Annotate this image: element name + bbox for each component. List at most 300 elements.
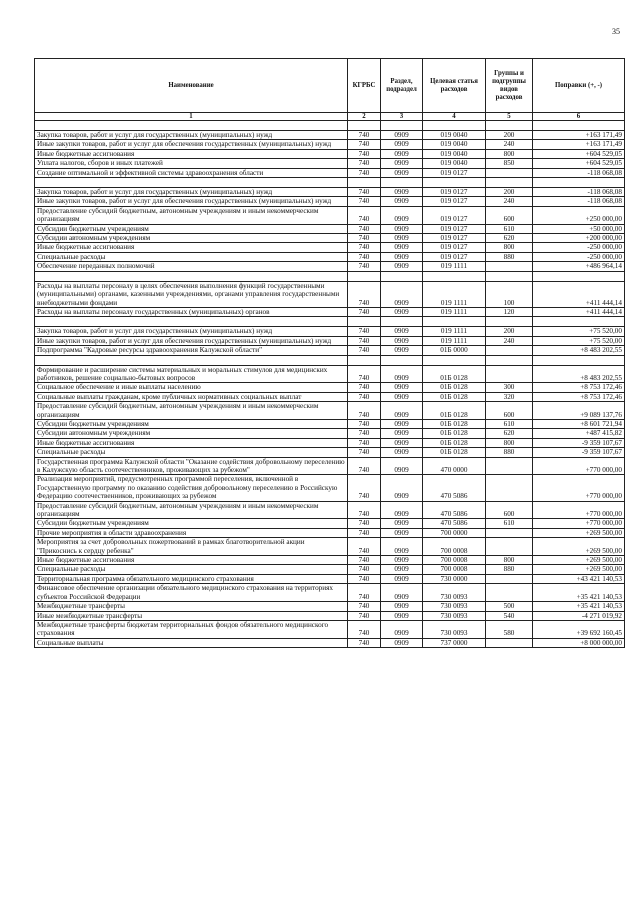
row-name-cell: Иные закупки товаров, работ и услуг для обеспечения государственных (муниципальных) нужд (35, 140, 348, 149)
row-kgrbs-cell (348, 355, 381, 365)
row-kgrbs-cell: 740 (348, 501, 381, 519)
row-section-cell: 0909 (381, 602, 423, 611)
row-name-cell: Создание оптимальной и эффективной системы здравоохранения области (35, 168, 348, 177)
column-number-row (35, 113, 625, 121)
row-amendment-cell: +411 444,14 (533, 281, 625, 307)
row-section-cell: 0909 (381, 448, 423, 457)
row-amendment-cell: +411 444,14 (533, 307, 625, 316)
row-expense-type-cell (486, 538, 533, 556)
row-target-article-cell: 019 0127 (423, 188, 486, 197)
row-kgrbs-cell: 740 (348, 620, 381, 638)
row-expense-type-cell: 580 (486, 620, 533, 638)
row-expense-type-cell (486, 638, 533, 647)
row-target-article-cell (423, 317, 486, 327)
row-section-cell: 0909 (381, 584, 423, 602)
row-kgrbs-cell: 740 (348, 556, 381, 565)
row-expense-type-cell: 800 (486, 556, 533, 565)
row-name-cell: Субсидии бюджетным учреждениям (35, 419, 348, 428)
table-row (35, 565, 625, 574)
row-target-article-cell: 01Б 0128 (423, 429, 486, 438)
row-target-article-cell: 019 0127 (423, 243, 486, 252)
row-kgrbs-cell: 740 (348, 307, 381, 316)
row-amendment-cell (533, 121, 625, 131)
row-expense-type-cell (486, 262, 533, 271)
row-name-cell: Иные межбюджетные трансферты (35, 611, 348, 620)
header-section: Раздел, подраздел (381, 59, 423, 113)
row-name-cell (35, 355, 348, 365)
row-kgrbs-cell: 740 (348, 565, 381, 574)
row-section-cell: 0909 (381, 140, 423, 149)
row-section-cell: 0909 (381, 638, 423, 647)
row-section-cell: 0909 (381, 528, 423, 537)
row-amendment-cell: +770 000,00 (533, 519, 625, 528)
row-expense-type-cell (486, 168, 533, 177)
row-amendment-cell: +770 000,00 (533, 475, 625, 501)
row-section-cell (381, 271, 423, 281)
row-kgrbs-cell (348, 178, 381, 188)
row-kgrbs-cell: 740 (348, 262, 381, 271)
row-name-cell: Реализация мероприятий, предусмотренных программой переселения, включенной в Государственную программу по оказанию содействия добровольному переселению в Российскую Федерацию соотечественников, проживающих за рубежом (35, 475, 348, 501)
row-kgrbs-cell: 740 (348, 475, 381, 501)
row-target-article-cell: 700 0000 (423, 528, 486, 537)
table-row (35, 429, 625, 438)
row-amendment-cell: +8 601 721,94 (533, 419, 625, 428)
table-row (35, 602, 625, 611)
row-expense-type-cell: 600 (486, 206, 533, 224)
table-row (35, 149, 625, 158)
column-number: 2 (348, 113, 381, 121)
row-name-cell: Иные закупки товаров, работ и услуг для обеспечения государственных (муниципальных) нужд (35, 336, 348, 345)
row-amendment-cell (533, 178, 625, 188)
row-name-cell: Иные бюджетные ассигнования (35, 243, 348, 252)
row-section-cell: 0909 (381, 281, 423, 307)
row-kgrbs-cell (348, 121, 381, 131)
column-number: 1 (35, 113, 348, 121)
row-section-cell: 0909 (381, 188, 423, 197)
row-expense-type-cell (486, 365, 533, 383)
row-target-article-cell: 019 1111 (423, 262, 486, 271)
row-expense-type-cell (486, 528, 533, 537)
row-expense-type-cell: 610 (486, 224, 533, 233)
row-amendment-cell: -118 068,08 (533, 188, 625, 197)
row-target-article-cell: 019 1111 (423, 327, 486, 336)
row-expense-type-cell: 620 (486, 429, 533, 438)
row-kgrbs-cell: 740 (348, 159, 381, 168)
table-row (35, 234, 625, 243)
row-name-cell: Иные бюджетные ассигнования (35, 556, 348, 565)
row-kgrbs-cell: 740 (348, 402, 381, 420)
row-section-cell: 0909 (381, 620, 423, 638)
table-row (35, 438, 625, 447)
row-kgrbs-cell (348, 317, 381, 327)
table-row (35, 206, 625, 224)
row-expense-type-cell: 320 (486, 392, 533, 401)
row-target-article-cell: 470 5086 (423, 519, 486, 528)
row-section-cell: 0909 (381, 262, 423, 271)
row-name-cell: Специальные расходы (35, 448, 348, 457)
row-amendment-cell: +250 000,00 (533, 206, 625, 224)
row-target-article-cell: 730 0000 (423, 574, 486, 583)
row-name-cell: Субсидии автономным учреждениям (35, 429, 348, 438)
row-section-cell: 0909 (381, 243, 423, 252)
row-target-article-cell (423, 178, 486, 188)
row-target-article-cell: 019 0127 (423, 197, 486, 206)
row-target-article-cell: 730 0093 (423, 602, 486, 611)
row-section-cell: 0909 (381, 149, 423, 158)
table-row (35, 336, 625, 345)
row-expense-type-cell: 300 (486, 383, 533, 392)
row-name-cell: Специальные расходы (35, 565, 348, 574)
row-section-cell: 0909 (381, 327, 423, 336)
row-expense-type-cell: 240 (486, 336, 533, 345)
table-row (35, 620, 625, 638)
row-expense-type-cell (486, 475, 533, 501)
row-amendment-cell: -4 271 019,92 (533, 611, 625, 620)
row-amendment-cell: +50 000,00 (533, 224, 625, 233)
row-name-cell: Финансовое обеспечение организации обязательного медицинского страхования на территориях субъектов Российской Федерации (35, 584, 348, 602)
row-kgrbs-cell: 740 (348, 574, 381, 583)
row-expense-type-cell: 880 (486, 565, 533, 574)
row-section-cell: 0909 (381, 574, 423, 583)
row-section-cell: 0909 (381, 392, 423, 401)
row-name-cell: Закупка товаров, работ и услуг для государственных (муниципальных) нужд (35, 327, 348, 336)
table-row (35, 365, 625, 383)
row-section-cell: 0909 (381, 168, 423, 177)
table-row (35, 355, 625, 365)
row-amendment-cell: +487 415,82 (533, 429, 625, 438)
row-target-article-cell (423, 271, 486, 281)
row-amendment-cell: +39 692 160,45 (533, 620, 625, 638)
row-kgrbs-cell: 740 (348, 281, 381, 307)
page-number: 35 (612, 27, 620, 36)
budget-amendments-table (34, 58, 625, 648)
header-kgrbs: КГРБС (348, 59, 381, 113)
table-row (35, 197, 625, 206)
table-row (35, 392, 625, 401)
row-target-article-cell: 470 5086 (423, 475, 486, 501)
row-amendment-cell: +200 000,00 (533, 234, 625, 243)
row-section-cell: 0909 (381, 252, 423, 261)
row-target-article-cell: 01Б 0128 (423, 419, 486, 428)
row-section-cell: 0909 (381, 159, 423, 168)
row-section-cell: 0909 (381, 206, 423, 224)
row-amendment-cell: +163 171,49 (533, 131, 625, 140)
row-expense-type-cell: 240 (486, 140, 533, 149)
row-name-cell (35, 121, 348, 131)
row-target-article-cell: 700 0008 (423, 538, 486, 556)
row-expense-type-cell: 800 (486, 149, 533, 158)
row-name-cell: Предоставление субсидий бюджетным, автономным учреждениям и иным некоммерческим организациям (35, 402, 348, 420)
row-target-article-cell: 730 0093 (423, 620, 486, 638)
table-row (35, 262, 625, 271)
row-kgrbs-cell: 740 (348, 168, 381, 177)
row-name-cell: Иные бюджетные ассигнования (35, 149, 348, 158)
row-amendment-cell: +269 500,00 (533, 556, 625, 565)
row-amendment-cell: -250 000,00 (533, 252, 625, 261)
table-row (35, 475, 625, 501)
row-kgrbs-cell: 740 (348, 438, 381, 447)
row-expense-type-cell: 200 (486, 131, 533, 140)
column-number: 6 (533, 113, 625, 121)
row-expense-type-cell: 120 (486, 307, 533, 316)
row-amendment-cell: +35 421 140,53 (533, 584, 625, 602)
row-target-article-cell: 01Б 0000 (423, 346, 486, 355)
row-target-article-cell: 019 1111 (423, 336, 486, 345)
table-row (35, 271, 625, 281)
row-kgrbs-cell: 740 (348, 224, 381, 233)
row-name-cell (35, 178, 348, 188)
table-row (35, 121, 625, 131)
row-amendment-cell: +8 753 172,46 (533, 392, 625, 401)
row-kgrbs-cell: 740 (348, 528, 381, 537)
row-name-cell: Предоставление субсидий бюджетным, автономным учреждениям и иным некоммерческим организациям (35, 206, 348, 224)
row-amendment-cell: +163 171,49 (533, 140, 625, 149)
table-row (35, 317, 625, 327)
table-header-row (35, 59, 625, 113)
row-expense-type-cell: 200 (486, 188, 533, 197)
row-target-article-cell: 019 0127 (423, 168, 486, 177)
row-kgrbs-cell: 740 (348, 538, 381, 556)
row-expense-type-cell: 800 (486, 243, 533, 252)
table-row (35, 584, 625, 602)
row-kgrbs-cell: 740 (348, 383, 381, 392)
table-row (35, 224, 625, 233)
row-target-article-cell: 01Б 0128 (423, 365, 486, 383)
row-name-cell: Специальные расходы (35, 252, 348, 261)
row-target-article-cell: 470 0000 (423, 457, 486, 475)
row-kgrbs-cell: 740 (348, 243, 381, 252)
header-target-article: Целевая статья расходов (423, 59, 486, 113)
table-row (35, 346, 625, 355)
row-section-cell: 0909 (381, 197, 423, 206)
row-target-article-cell: 019 0127 (423, 224, 486, 233)
row-amendment-cell (533, 317, 625, 327)
table-row (35, 501, 625, 519)
row-kgrbs-cell: 740 (348, 149, 381, 158)
table-row (35, 383, 625, 392)
column-number: 3 (381, 113, 423, 121)
table-body (35, 121, 625, 648)
row-name-cell: Мероприятия за счет добровольных пожертвований в рамках благотворительной акции "Прикоснись к сердцу ребенка" (35, 538, 348, 556)
row-section-cell: 0909 (381, 556, 423, 565)
row-kgrbs-cell: 740 (348, 611, 381, 620)
row-section-cell: 0909 (381, 131, 423, 140)
row-name-cell: Межбюджетные трансферты (35, 602, 348, 611)
row-target-article-cell (423, 121, 486, 131)
row-expense-type-cell: 600 (486, 501, 533, 519)
row-name-cell: Уплата налогов, сборов и иных платежей (35, 159, 348, 168)
row-section-cell: 0909 (381, 475, 423, 501)
table-row (35, 281, 625, 307)
table-row (35, 457, 625, 475)
row-target-article-cell: 700 0008 (423, 565, 486, 574)
row-section-cell (381, 121, 423, 131)
row-expense-type-cell: 610 (486, 519, 533, 528)
row-expense-type-cell (486, 457, 533, 475)
row-target-article-cell: 01Б 0128 (423, 383, 486, 392)
row-target-article-cell: 730 0093 (423, 584, 486, 602)
row-amendment-cell: -9 359 107,67 (533, 448, 625, 457)
row-name-cell: Социальное обеспечение и иные выплаты населению (35, 383, 348, 392)
row-kgrbs-cell: 740 (348, 206, 381, 224)
table-row (35, 528, 625, 537)
row-name-cell: Иные закупки товаров, работ и услуг для обеспечения государственных (муниципальных) нужд (35, 197, 348, 206)
row-target-article-cell (423, 355, 486, 365)
row-expense-type-cell (486, 271, 533, 281)
table-row (35, 448, 625, 457)
table-row (35, 538, 625, 556)
row-expense-type-cell (486, 355, 533, 365)
row-expense-type-cell (486, 121, 533, 131)
table-row (35, 140, 625, 149)
row-expense-type-cell (486, 346, 533, 355)
row-name-cell: Территориальная программа обязательного медицинского страхования (35, 574, 348, 583)
row-expense-type-cell (486, 317, 533, 327)
table-row (35, 402, 625, 420)
row-section-cell: 0909 (381, 538, 423, 556)
row-section-cell: 0909 (381, 365, 423, 383)
row-kgrbs-cell: 740 (348, 365, 381, 383)
row-amendment-cell: +9 089 137,76 (533, 402, 625, 420)
row-name-cell: Социальные выплаты гражданам, кроме публичных нормативных социальных выплат (35, 392, 348, 401)
table-row (35, 327, 625, 336)
row-kgrbs-cell: 740 (348, 346, 381, 355)
row-section-cell: 0909 (381, 611, 423, 620)
row-name-cell: Субсидии автономным учреждениям (35, 234, 348, 243)
table-row (35, 159, 625, 168)
table-row (35, 419, 625, 428)
row-expense-type-cell: 240 (486, 197, 533, 206)
row-expense-type-cell: 850 (486, 159, 533, 168)
row-expense-type-cell: 540 (486, 611, 533, 620)
table-row (35, 574, 625, 583)
row-kgrbs-cell: 740 (348, 131, 381, 140)
row-kgrbs-cell: 740 (348, 457, 381, 475)
table-row (35, 188, 625, 197)
row-amendment-cell: -250 000,00 (533, 243, 625, 252)
row-kgrbs-cell: 740 (348, 638, 381, 647)
row-section-cell (381, 317, 423, 327)
row-expense-type-cell: 620 (486, 234, 533, 243)
row-name-cell (35, 317, 348, 327)
row-name-cell: Межбюджетные трансферты бюджетам территориальных фондов обязательного медицинского страхования (35, 620, 348, 638)
row-target-article-cell: 01Б 0128 (423, 392, 486, 401)
row-kgrbs-cell: 740 (348, 602, 381, 611)
table-row (35, 307, 625, 316)
row-target-article-cell: 470 5086 (423, 501, 486, 519)
row-name-cell: Социальные выплаты (35, 638, 348, 647)
row-section-cell: 0909 (381, 457, 423, 475)
row-kgrbs-cell: 740 (348, 429, 381, 438)
row-target-article-cell: 019 1111 (423, 307, 486, 316)
table-row (35, 178, 625, 188)
row-section-cell: 0909 (381, 565, 423, 574)
row-amendment-cell (533, 355, 625, 365)
row-target-article-cell: 01Б 0128 (423, 438, 486, 447)
row-name-cell: Субсидии бюджетным учреждениям (35, 519, 348, 528)
row-name-cell: Формирование и расширение системы материальных и моральных стимулов для медицинских работников, решение социально-бытовых вопросов (35, 365, 348, 383)
header-expense-type: Группы и подгруппы видов расходов (486, 59, 533, 113)
row-target-article-cell: 01Б 0128 (423, 448, 486, 457)
table-row (35, 131, 625, 140)
row-name-cell: Подпрограмма "Кадровые ресурсы здравоохранения Калужской области" (35, 346, 348, 355)
row-section-cell: 0909 (381, 519, 423, 528)
row-section-cell (381, 178, 423, 188)
row-section-cell: 0909 (381, 346, 423, 355)
row-amendment-cell: +75 520,00 (533, 336, 625, 345)
row-amendment-cell: -118 068,08 (533, 168, 625, 177)
row-amendment-cell: +604 529,05 (533, 149, 625, 158)
row-kgrbs-cell: 740 (348, 419, 381, 428)
row-amendment-cell: +43 421 140,53 (533, 574, 625, 583)
row-amendment-cell: +770 000,00 (533, 457, 625, 475)
row-section-cell: 0909 (381, 438, 423, 447)
row-target-article-cell: 019 0040 (423, 131, 486, 140)
row-section-cell: 0909 (381, 429, 423, 438)
row-amendment-cell: +770 000,00 (533, 501, 625, 519)
row-target-article-cell: 737 0000 (423, 638, 486, 647)
row-amendment-cell: +604 529,05 (533, 159, 625, 168)
row-target-article-cell: 019 0127 (423, 206, 486, 224)
row-target-article-cell: 019 0040 (423, 159, 486, 168)
row-amendment-cell: +35 421 140,53 (533, 602, 625, 611)
header-amendment: Поправки (+, -) (533, 59, 625, 113)
table-row (35, 252, 625, 261)
column-number: 4 (423, 113, 486, 121)
table-row (35, 611, 625, 620)
table-row (35, 168, 625, 177)
row-kgrbs-cell: 740 (348, 140, 381, 149)
row-name-cell: Расходы на выплаты персоналу в целях обеспечения выполнения функций государственными (муниципальными) органами, казенными учреждениями, органами управления государственными внебюджетными фондами (35, 281, 348, 307)
row-name-cell: Прочие мероприятия в области здравоохранения (35, 528, 348, 537)
row-section-cell: 0909 (381, 402, 423, 420)
row-expense-type-cell: 100 (486, 281, 533, 307)
row-amendment-cell: +8 483 202,55 (533, 365, 625, 383)
row-amendment-cell: +8 000 000,00 (533, 638, 625, 647)
row-expense-type-cell: 880 (486, 252, 533, 261)
row-name-cell: Иные бюджетные ассигнования (35, 438, 348, 447)
row-kgrbs-cell: 740 (348, 448, 381, 457)
table-row (35, 519, 625, 528)
row-expense-type-cell (486, 574, 533, 583)
column-number: 5 (486, 113, 533, 121)
row-amendment-cell: +269 500,00 (533, 538, 625, 556)
row-kgrbs-cell: 740 (348, 336, 381, 345)
row-kgrbs-cell: 740 (348, 584, 381, 602)
row-amendment-cell: +75 520,00 (533, 327, 625, 336)
row-expense-type-cell: 800 (486, 438, 533, 447)
row-name-cell: Субсидии бюджетным учреждениям (35, 224, 348, 233)
row-section-cell: 0909 (381, 234, 423, 243)
row-name-cell: Закупка товаров, работ и услуг для государственных (муниципальных) нужд (35, 131, 348, 140)
row-name-cell: Обеспечение переданных полномочий (35, 262, 348, 271)
row-target-article-cell: 700 0008 (423, 556, 486, 565)
row-amendment-cell: -118 068,08 (533, 197, 625, 206)
row-target-article-cell: 01Б 0128 (423, 402, 486, 420)
table-row (35, 243, 625, 252)
row-section-cell: 0909 (381, 336, 423, 345)
row-kgrbs-cell: 740 (348, 392, 381, 401)
row-amendment-cell: +8 483 202,55 (533, 346, 625, 355)
row-target-article-cell: 019 0127 (423, 252, 486, 261)
row-amendment-cell: +8 753 172,46 (533, 383, 625, 392)
row-expense-type-cell: 880 (486, 448, 533, 457)
row-kgrbs-cell: 740 (348, 234, 381, 243)
row-kgrbs-cell: 740 (348, 197, 381, 206)
row-amendment-cell (533, 271, 625, 281)
row-target-article-cell: 019 0040 (423, 149, 486, 158)
row-expense-type-cell: 600 (486, 402, 533, 420)
